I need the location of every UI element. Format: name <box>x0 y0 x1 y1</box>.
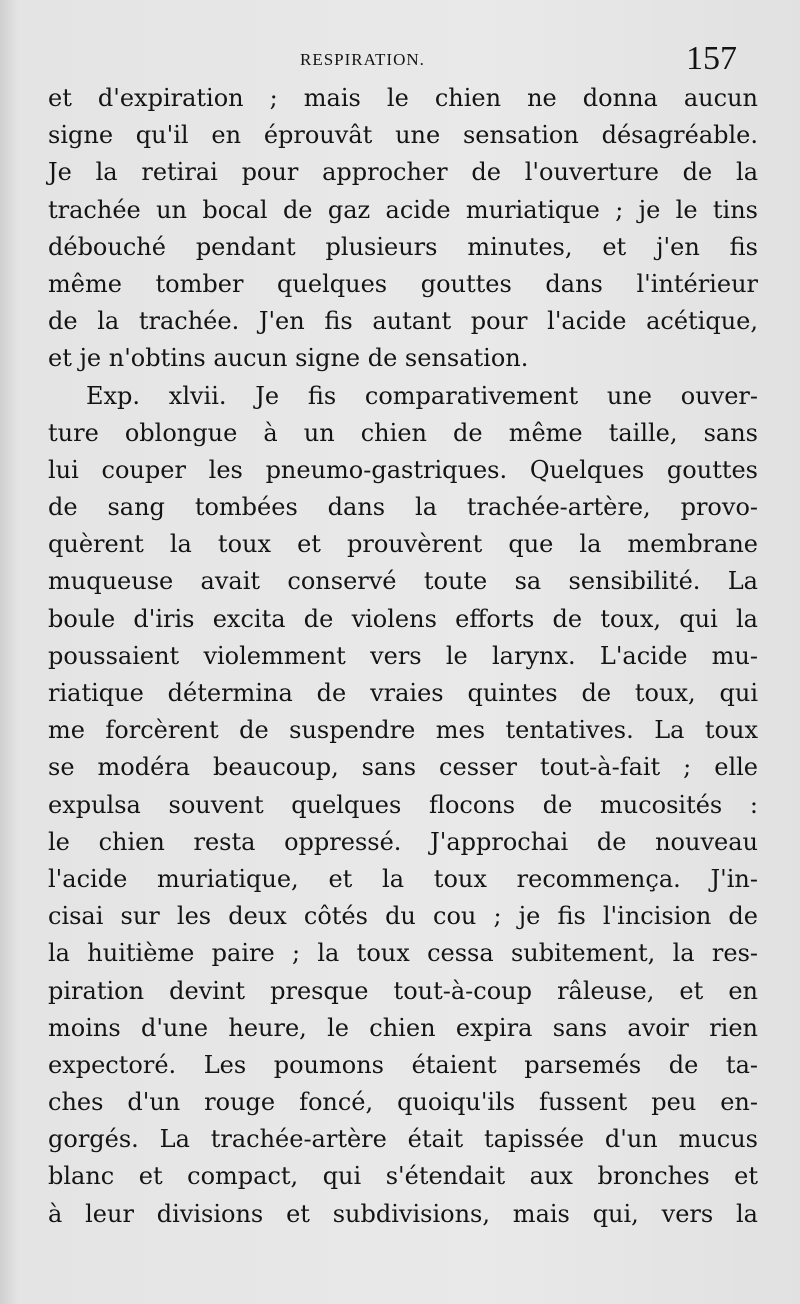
running-title: RESPIRATION. <box>300 50 425 69</box>
text-line: ture oblongue à un chien de même taille, sans <box>48 418 758 447</box>
text-line: lui couper les pneumo-gastriques. Quelques gouttes <box>48 455 758 484</box>
text-line: poussaient violemment vers le larynx. L'acide mu- <box>48 641 758 670</box>
text-line: débouché pendant plusieurs minutes, et j'en fis <box>48 232 758 261</box>
text-line: me forcèrent de suspendre mes tentatives. La toux <box>48 716 758 745</box>
body-text <box>48 80 758 1233</box>
text-line: de la trachée. J'en fis autant pour l'acide acétique, <box>48 307 758 336</box>
text-line: la huitième paire ; la toux cessa subitement, la res- <box>48 939 758 968</box>
text-line: et je n'obtins aucun signe de sensation. <box>48 344 529 373</box>
text-line: cisai sur les deux côtés du cou ; je fis l'incision de <box>48 902 758 931</box>
text-line: le chien resta oppressé. J'approchai de nouveau <box>48 827 758 856</box>
text-line: trachée un bocal de gaz acide muriatique ; je le tins <box>48 195 758 224</box>
text-line: riatique détermina de vraies quintes de toux, qui <box>48 679 758 707</box>
text-line: blanc et compact, qui s'étendait aux bronches et <box>48 1162 758 1191</box>
experiment-heading-line: Exp. xlvii. Je fis comparativement une ouver- <box>86 381 758 410</box>
text-line: ches d'un rouge foncé, quoiqu'ils fussent peu en- <box>48 1088 758 1117</box>
text-line: de sang tombées dans la trachée-artère, provo- <box>48 493 758 522</box>
text-line: expulsa souvent quelques flocons de mucosités : <box>48 790 758 819</box>
text-line: gorgés. La trachée-artère était tapissée d'un mucus <box>48 1125 758 1154</box>
text-line: à leur divisions et subdivisions, mais qui, vers la <box>48 1199 758 1228</box>
page-number: 157 <box>686 40 737 77</box>
text-line: l'acide muriatique, et la toux recommença. J'in- <box>48 864 758 893</box>
text-line: muqueuse avait conservé toute sa sensibilité. La <box>48 567 758 596</box>
text-line: signe qu'il en éprouvât une sensation désagréable. <box>48 121 758 150</box>
text-line: piration devint presque tout-à-coup râleuse, et en <box>48 976 758 1005</box>
text-line: et d'expiration ; mais le chien ne donna aucun <box>48 84 758 112</box>
text-line: expectoré. Les poumons étaient parsemés de ta- <box>48 1050 758 1079</box>
text-line: même tomber quelques gouttes dans l'intérieur <box>48 269 758 298</box>
text-line: Je la retirai pour approcher de l'ouverture de la <box>48 158 758 187</box>
text-line: quèrent la toux et prouvèrent que la membrane <box>48 530 758 559</box>
text-line: moins d'une heure, le chien expira sans avoir rien <box>48 1013 758 1042</box>
text-line: boule d'iris excita de violens efforts de toux, qui la <box>48 604 758 633</box>
text-line: se modéra beaucoup, sans cesser tout-à-fait ; elle <box>48 753 758 782</box>
